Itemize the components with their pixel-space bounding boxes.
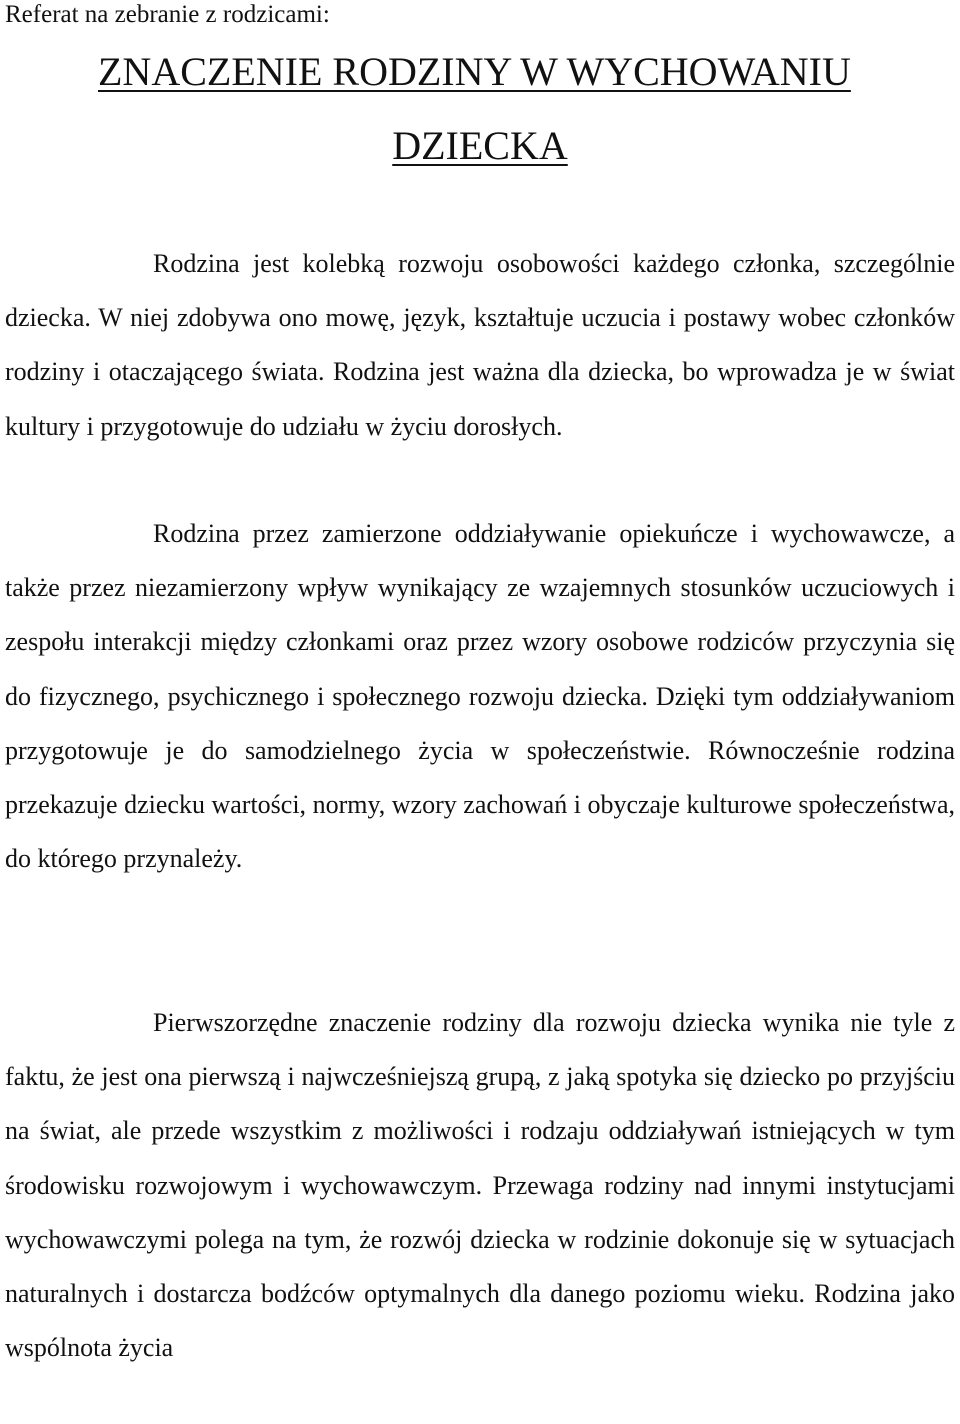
document-title-line-2: DZIECKA — [392, 123, 568, 168]
paragraph-2: Rodzina przez zamierzone oddziaływanie opiekuńcze i wychowawcze, a także przez niezamierzony wpływ wynikający ze wzajemnych stosunków uczuciowych i zespołu interakcji między członkami oraz przez wzory osobowe rodziców przyczynia się do fizycznego, psychicznego i społecznego rozwoju dziecka. Dzięki tym oddziaływaniom przygotowuje je do samodzielnego życia w społeczeństwie. Równocześnie rodzina przekazuje dziecku wartości, normy, wzory zachowań i obyczaje kulturowe społeczeństwa, do którego przynależy. — [5, 519, 955, 874]
paragraph-3: Pierwszorzędne znaczenie rodziny dla rozwoju dziecka wynika nie tyle z faktu, że jest ona pierwszą i najwcześniejszą grupą, z jaką spotyka się dziecko po przyjściu na świat, ale przede wszystkim z możliwości i rodzaju oddziaływań istniejących w tym środowisku rozwojowym i wychowawczym. Przewaga rodziny nad innymi instytucjami wychowawczymi polega na tym, że rozwój dziecka w rodzinie dokonuje się w sytuacjach naturalnych i dostarcza bodźców optymalnych dla danego poziomu wieku. Rodzina jako wspólnota życia — [5, 1008, 955, 1363]
document-title-line-1: ZNACZENIE RODZINY W WYCHOWANIU — [98, 49, 851, 94]
paragraph-1: Rodzina jest kolebką rozwoju osobowości każdego członka, szczególnie dziecka. W niej zdobywa ono mowę, język, kształtuje uczucia i postawy wobec członków rodziny i otaczającego świata. Rodzina jest ważna dla dziecka, bo wprowadza je w świat kultury i przygotowuje do udziału w życiu dorosłych. — [5, 249, 955, 441]
document-subtitle: Referat na zebranie z rodzicami: — [5, 1, 330, 28]
